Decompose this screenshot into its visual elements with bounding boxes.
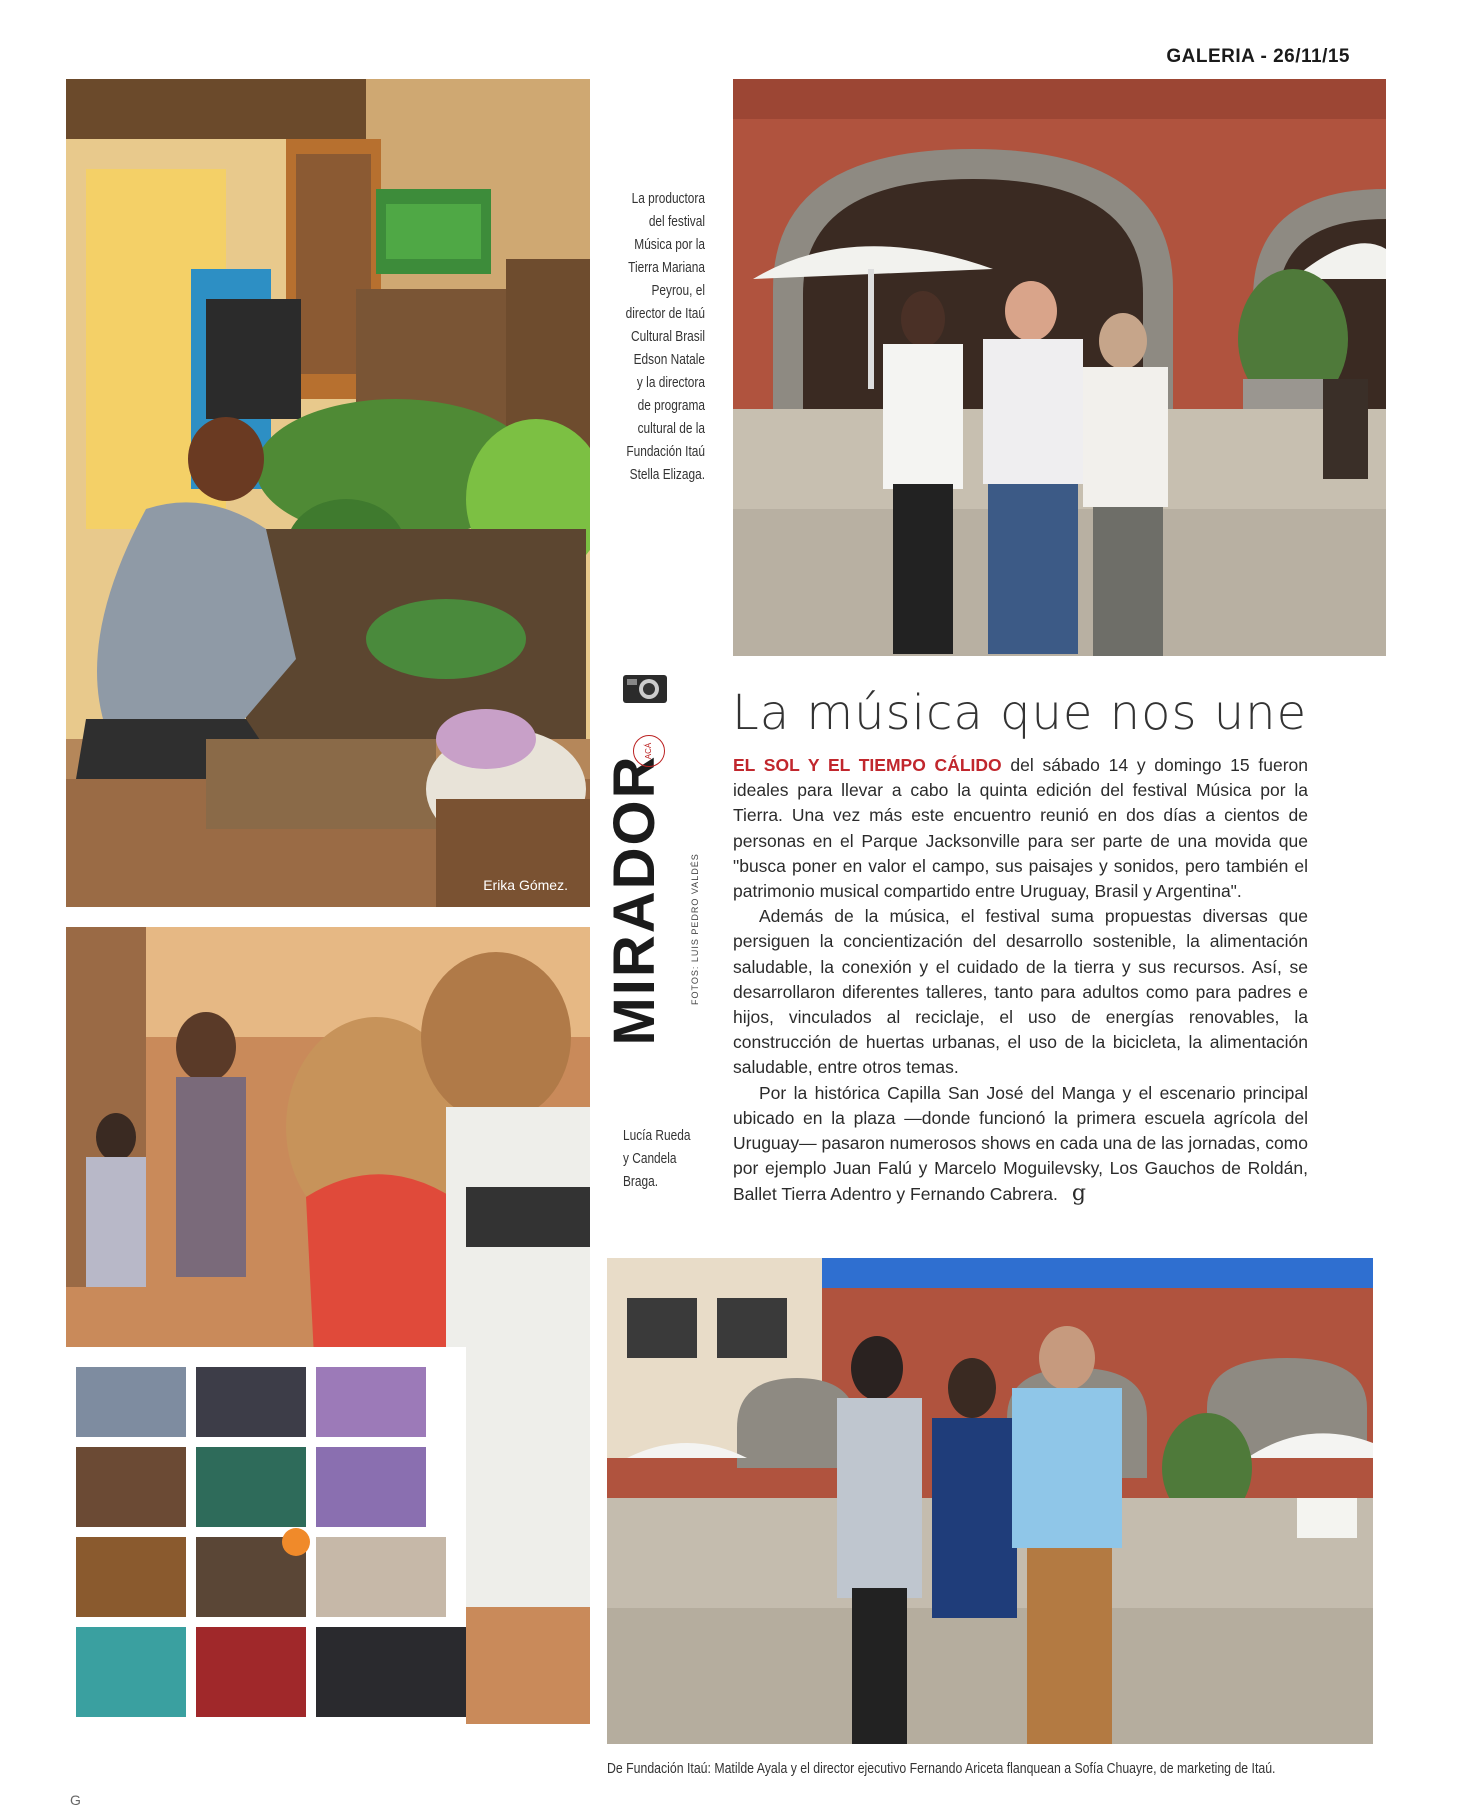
publication-date: 26/11/15 <box>1273 46 1350 67</box>
photo-credits-line: FOTOS: LUIS PEDRO VALDÉS <box>690 853 700 1005</box>
publication-name: GALERIA <box>1166 46 1255 67</box>
photo-vegetable-stall <box>66 79 590 907</box>
article-lead: EL SOL Y EL TIEMPO CÁLIDO <box>733 755 1002 775</box>
section-brand <box>602 675 695 1046</box>
photo-group-arch <box>733 79 1386 656</box>
photo-credit: Erika Gómez. <box>483 877 568 893</box>
caption-top: La productora del festival Música por la Tierra Mariana Peyrou, el director de Itaú Cultural Brasil Edson Natale y la directora de programa cultural de la Fundación Itaú Stella Elizaga. <box>625 191 705 483</box>
end-mark: g <box>1071 1181 1086 1207</box>
article-body <box>733 753 1308 1208</box>
photo-crystals-stall <box>66 927 590 1724</box>
article-paragraph-2: Además de la música, el festival suma propuestas diversas que persiguen la concientización del desarrollo sostenible, la alimentación saludable, la conexión y el cuidado de la tierra y sus recursos. Así, se desarrollaron diferentes talleres, tanto para adultos como para padres e hijos, vinculados al reciclaje, el uso de energías renovables, la construcción de huertas urbanas, el uso de la bicicleta, la alimentación saludable, entre otros temas. <box>733 906 1308 1078</box>
article-paragraph-3: Por la histórica Capilla San José del Manga y el escenario principal ubicado en la plaza —donde funcionó la primera escuela agrícola del Uruguay— pasaron numerosos shows en cada una de las jornadas, como por ejemplo Juan Falú y Marcelo Moguilevsky, Los Gauchos de Roldán, Ballet Tierra Adentro y Fernando Cabrera. g <box>733 1082 1308 1207</box>
page-mark: G <box>70 1792 81 1808</box>
section-name: MIRADOR <box>602 754 667 1046</box>
photo-group-plaza <box>607 1258 1373 1744</box>
caption-lower: Lucía Rueda y Candela Braga. <box>623 1128 691 1190</box>
article-title: La música que nos une <box>732 685 1308 741</box>
publication-header: GALERIA - 26/11/15 <box>1166 46 1350 67</box>
article-paragraph-1: EL SOL Y EL TIEMPO CÁLIDO del sábado 14 y domingo 15 fueron ideales para llevar a cabo la quinta edición del festival Música por la Tierra. Una vez más este encuentro reunió en dos días a cientos de personas en el Parque Jacksonville para ser parte de una movida que "busca poner en valor el campo, sus paisajes y sonidos, pero también el patrimonio musical compartido entre Uruguay, Brasil y Argentina". <box>733 755 1308 902</box>
caption-bottom: De Fundación Itaú: Matilde Ayala y el director ejecutivo Fernando Ariceta flanquean a Sofía Chuayre, de marketing de Itaú. <box>607 1760 1276 1777</box>
section-badge: ACÁ <box>633 735 665 767</box>
